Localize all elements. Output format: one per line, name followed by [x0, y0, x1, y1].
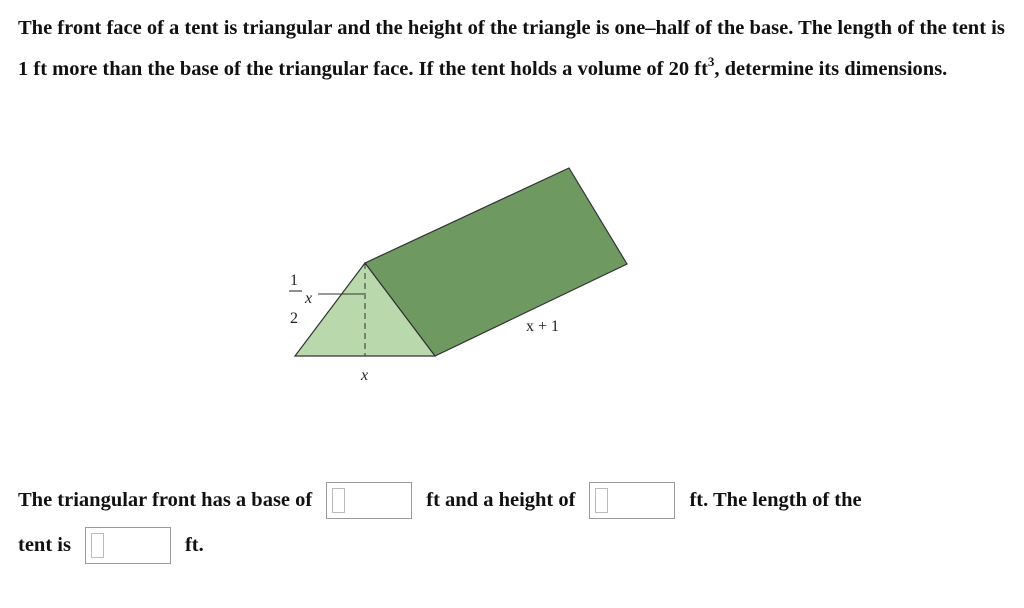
length-label: x + 1	[526, 318, 560, 335]
answer-line2-suffix: ft.	[184, 534, 204, 556]
height-label-denominator: 2	[290, 310, 298, 327]
answer-middle: ft and a height of	[426, 489, 576, 511]
length-answer-input[interactable]	[85, 527, 171, 564]
answer-line2-prefix: tent is	[18, 534, 71, 556]
height-label-numerator: 1	[290, 272, 298, 289]
height-answer-input[interactable]	[589, 482, 675, 519]
answer-line-1	[18, 482, 862, 519]
answer-prefix: The triangular front has a base of	[18, 489, 313, 511]
tent-figure	[270, 160, 650, 390]
problem-text-end: , determine its dimensions.	[714, 58, 948, 80]
answer-line-2	[18, 527, 204, 564]
answer-suffix: ft. The length of the	[689, 489, 862, 511]
base-answer-input[interactable]	[326, 482, 412, 519]
base-label: x	[361, 367, 369, 384]
height-label-var: x	[305, 290, 313, 307]
problem-statement	[18, 8, 1008, 90]
cubic-exponent: 3	[707, 54, 715, 69]
problem-text: The front face of a tent is triangular and the height of the triangle is one–half of the base. The length of the tent is 1 ft more than the base of the triangular face. If the tent holds a volume of 20 ft	[18, 17, 1005, 80]
